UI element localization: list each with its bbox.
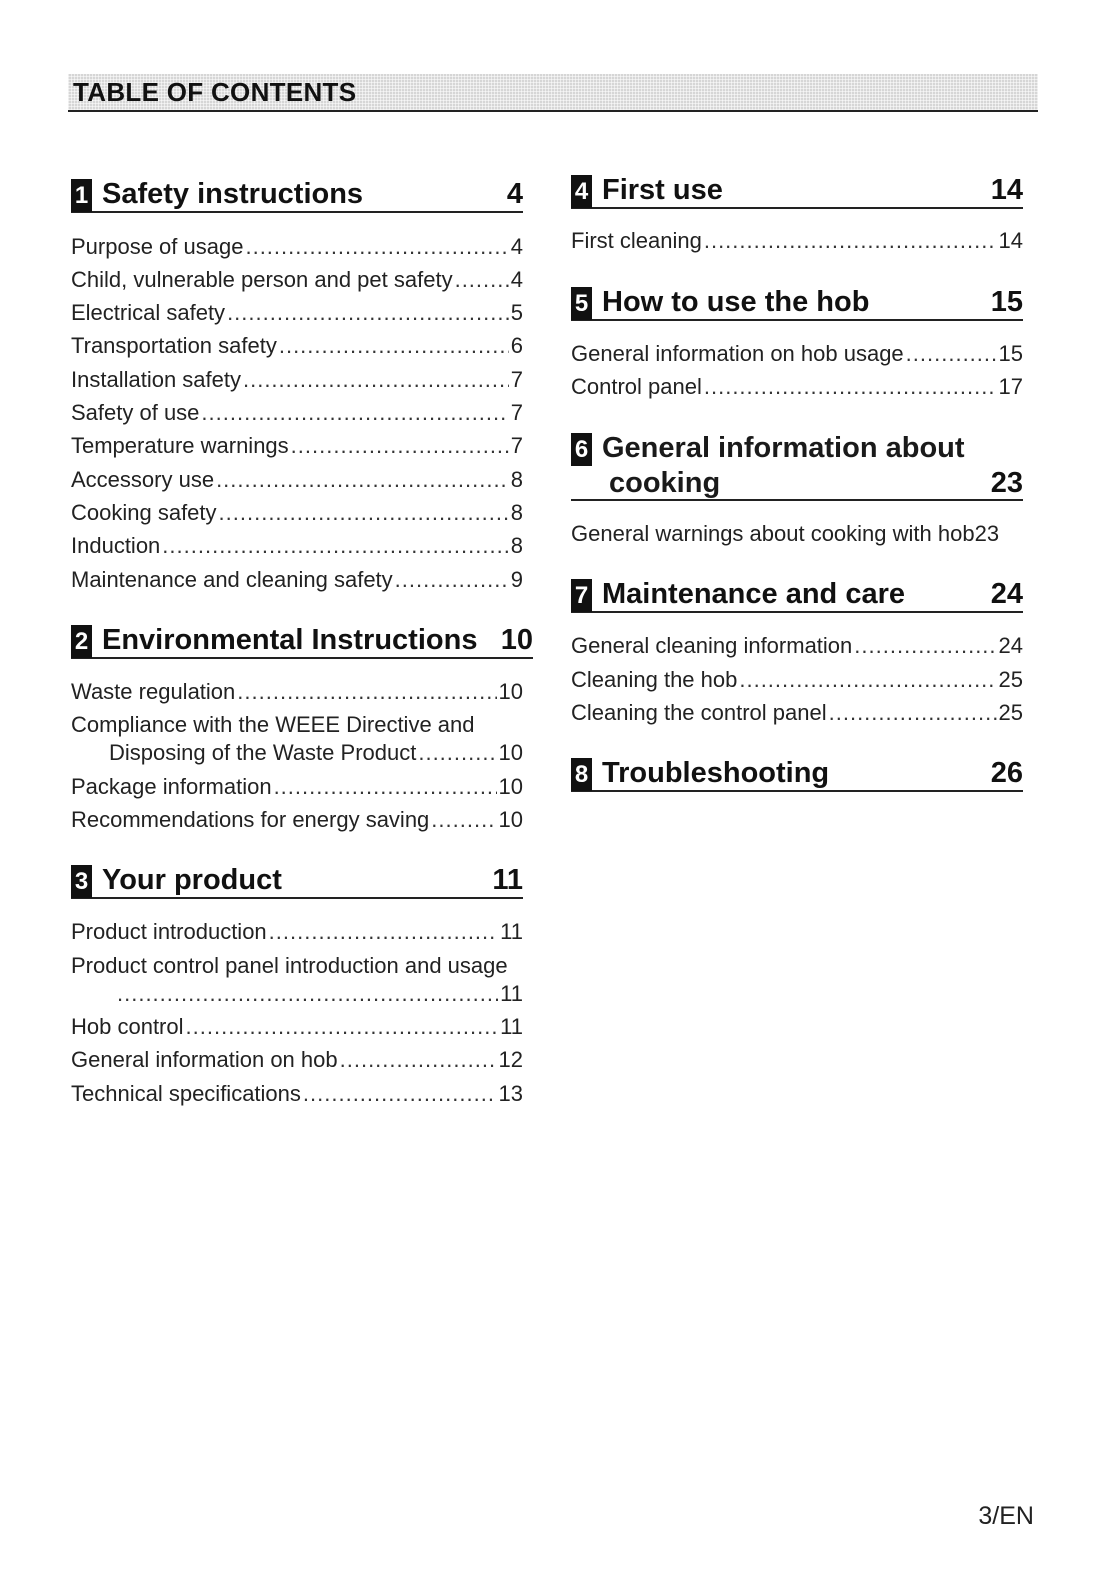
toc-entry[interactable]: [571, 665, 1023, 695]
entry-page: 8: [510, 533, 523, 558]
dot-leader: [279, 331, 509, 361]
entry-page: 25: [998, 700, 1023, 725]
dot-leader: [227, 298, 509, 328]
toc-entry[interactable]: [71, 531, 523, 561]
section-title-line2: cooking: [609, 467, 721, 499]
section-title: Troubleshooting: [602, 757, 830, 789]
entry-title: General cleaning information: [571, 633, 853, 658]
entry-page: 10: [498, 679, 523, 704]
dot-leader: [186, 1012, 499, 1042]
toc-entry[interactable]: [71, 365, 523, 395]
entry-title: Accessory use: [71, 467, 215, 492]
entry-page: 13: [498, 1081, 523, 1106]
dot-leader: [274, 772, 497, 802]
entry-title: Cleaning the hob: [571, 667, 738, 692]
dot-leader: [340, 1045, 497, 1075]
dot-leader: [431, 805, 496, 835]
entry-title: Safety of use: [71, 400, 200, 425]
entry-page: 10: [498, 807, 523, 832]
toc-entry-line1[interactable]: Compliance with the WEEE Directive and: [71, 712, 475, 737]
entry-page: 17: [998, 374, 1023, 399]
entry-title: Electrical safety: [71, 300, 226, 325]
entry-title: Recommendations for energy saving: [71, 807, 430, 832]
section-number-badge: 8: [571, 758, 592, 791]
entry-title: Disposing of the Waste Product: [109, 740, 417, 765]
dot-leader: [237, 677, 496, 707]
entry-page: 6: [510, 333, 523, 358]
entry-title: Purpose of usage: [71, 234, 244, 259]
entry-page: 23: [974, 521, 1000, 546]
entry-title: Cleaning the control panel: [571, 700, 827, 725]
toc-entry[interactable]: [71, 805, 523, 835]
dot-leader: [117, 979, 498, 1009]
entry-title: Installation safety: [71, 367, 241, 392]
dot-leader: [854, 631, 996, 661]
entry-page: 24: [998, 633, 1023, 658]
toc-entry[interactable]: [571, 698, 1023, 728]
section-heading-general-cooking[interactable]: [571, 431, 1023, 501]
section-heading-environmental[interactable]: [71, 623, 533, 659]
entry-title: General information on hob usage: [571, 341, 904, 366]
section-heading-maintenance[interactable]: [571, 577, 1023, 613]
entry-title: Technical specifications: [71, 1081, 301, 1106]
entry-page: 7: [510, 400, 523, 425]
entry-title: General information on hob: [71, 1047, 338, 1072]
entry-title: Maintenance and cleaning safety: [71, 567, 393, 592]
page-title: TABLE OF CONTENTS: [73, 77, 357, 107]
dot-leader: [303, 1079, 497, 1109]
dot-leader: [704, 372, 997, 402]
toc-entry[interactable]: [71, 265, 523, 295]
toc-entry[interactable]: [71, 498, 523, 528]
toc-entry-line1[interactable]: Product control panel introduction and usage: [71, 953, 508, 978]
entry-page: 4: [510, 267, 523, 292]
entry-page: 11: [500, 1014, 523, 1039]
entry-title: Transportation safety: [71, 333, 277, 358]
section-title: How to use the hob: [602, 286, 870, 318]
section-title: Your product: [102, 864, 282, 896]
dot-leader: [829, 698, 997, 728]
section-page-number: 11: [492, 864, 523, 896]
section-number-badge: 2: [71, 625, 92, 658]
dot-leader: [739, 665, 996, 695]
toc-entry[interactable]: [71, 565, 523, 595]
dot-leader: [395, 565, 509, 595]
section-heading-how-to-use[interactable]: [571, 285, 1023, 321]
entry-title: Control panel: [571, 374, 702, 399]
entry-title: Product introduction: [71, 919, 267, 944]
entry-title: Hob control: [71, 1014, 184, 1039]
entry-title: Waste regulation: [71, 679, 236, 704]
toc-entry[interactable]: [571, 372, 1023, 402]
toc-entry[interactable]: [571, 519, 1023, 549]
section-number-badge: 6: [571, 433, 592, 466]
section-heading-your-product[interactable]: [71, 863, 523, 899]
entry-title: Induction: [71, 533, 161, 558]
section-page-number: 23: [990, 467, 1023, 499]
dot-leader: [291, 431, 509, 461]
section-page-number: 15: [990, 286, 1023, 318]
section-heading-first-use[interactable]: [571, 173, 1023, 209]
page-number-footer: 3/EN: [978, 1502, 1034, 1530]
entry-page: 10: [498, 774, 523, 799]
section-number-badge: 5: [571, 287, 592, 320]
toc-entry[interactable]: [109, 738, 523, 768]
section-title: Environmental Instructions: [102, 624, 478, 656]
toc-entry[interactable]: [71, 465, 523, 495]
section-page-number: 14: [990, 174, 1023, 206]
entry-title: Cooking safety: [71, 500, 217, 525]
toc-entry[interactable]: [71, 1079, 523, 1109]
entry-page: 7: [510, 367, 523, 392]
entry-title: Child, vulnerable person and pet safety: [71, 267, 453, 292]
dot-leader: [269, 917, 498, 947]
section-number-badge: 1: [71, 179, 92, 212]
toc-entry[interactable]: [571, 631, 1023, 661]
entry-page: 7: [510, 433, 523, 458]
toc-header-bar: [68, 74, 1038, 112]
entry-page: 8: [510, 500, 523, 525]
entry-title: General warnings about cooking with hob: [571, 521, 975, 546]
toc-entry[interactable]: [71, 1045, 523, 1075]
entry-page: 11: [500, 919, 523, 944]
toc-entry[interactable]: [71, 1012, 523, 1042]
toc-entry[interactable]: [115, 979, 523, 1009]
section-number-badge: 4: [571, 175, 592, 208]
section-heading-safety[interactable]: [71, 177, 523, 213]
section-page-number: 26: [990, 757, 1023, 789]
entry-page: 14: [998, 228, 1023, 253]
section-title: General information about: [602, 432, 965, 464]
toc-entry[interactable]: [71, 431, 523, 461]
entry-page: 11: [500, 981, 523, 1006]
toc-entry[interactable]: [571, 339, 1023, 369]
entry-page: 25: [998, 667, 1023, 692]
section-title: First use: [602, 174, 723, 206]
dot-leader: [201, 398, 508, 428]
entry-page: 5: [510, 300, 523, 325]
dot-leader: [216, 465, 509, 495]
section-title: Safety instructions: [102, 178, 364, 210]
dot-leader: [418, 738, 496, 768]
section-page-number: 24: [990, 578, 1023, 610]
toc-entry[interactable]: [71, 298, 523, 328]
entry-page: 9: [510, 567, 523, 592]
toc-entry[interactable]: [71, 331, 523, 361]
toc-entry[interactable]: [71, 398, 523, 428]
entry-page: 15: [998, 341, 1023, 366]
dot-leader: [243, 365, 509, 395]
toc-entry[interactable]: [571, 226, 1023, 256]
section-page-number: 10: [500, 624, 533, 656]
dot-leader: [704, 226, 997, 256]
section-page-number: 4: [506, 178, 523, 210]
toc-entry[interactable]: [71, 677, 523, 707]
section-number-badge: 7: [571, 579, 592, 612]
entry-title: First cleaning: [571, 228, 702, 253]
section-number-badge: 3: [71, 865, 92, 898]
entry-title: Package information: [71, 774, 272, 799]
dot-leader: [245, 232, 508, 262]
entry-page: 8: [510, 467, 523, 492]
entry-page: 4: [510, 234, 523, 259]
toc-entry[interactable]: [71, 772, 523, 802]
dot-leader: [162, 531, 508, 561]
toc-entry[interactable]: [71, 917, 523, 947]
section-title: Maintenance and care: [602, 578, 905, 610]
entry-title: Temperature warnings: [71, 433, 289, 458]
section-heading-troubleshooting[interactable]: [571, 756, 1023, 792]
entry-page: 12: [498, 1047, 523, 1072]
dot-leader: [906, 339, 997, 369]
dot-leader: [455, 265, 509, 295]
entry-page: 10: [498, 740, 523, 765]
toc-entry[interactable]: [71, 232, 523, 262]
dot-leader: [219, 498, 509, 528]
